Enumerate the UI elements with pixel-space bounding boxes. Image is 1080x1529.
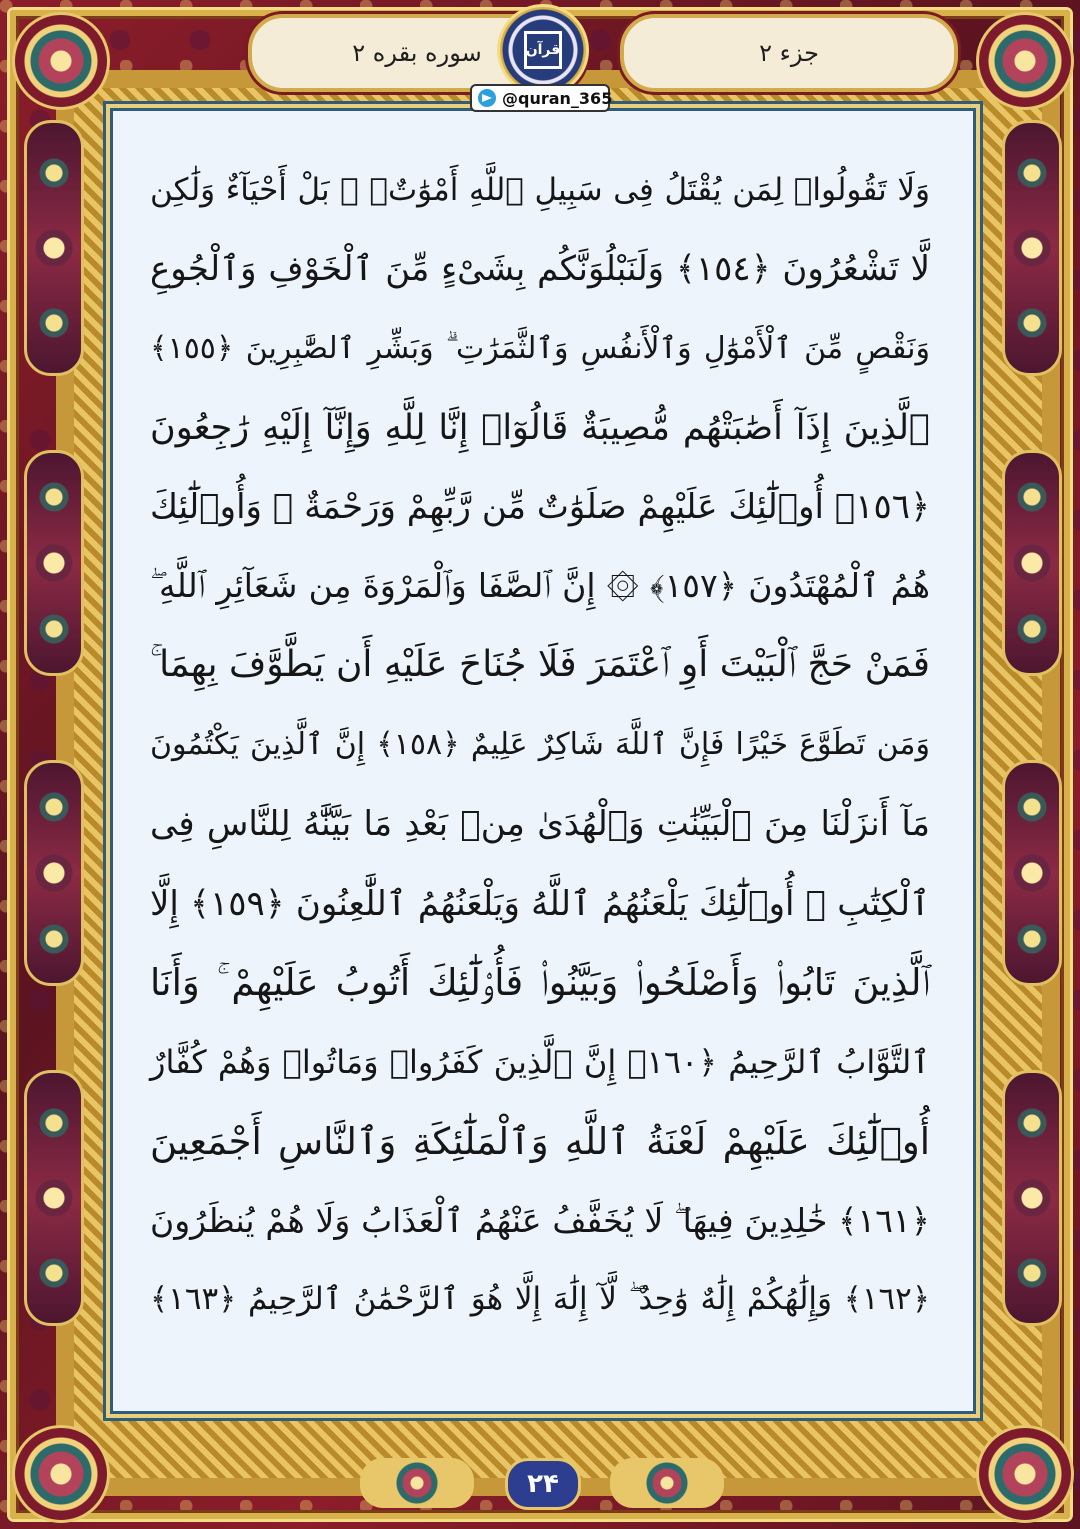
verse-lines: [150, 150, 930, 1339]
corner-medallion: [12, 1425, 110, 1523]
side-ornament: [24, 760, 84, 986]
side-ornament: [24, 1070, 84, 1326]
side-ornament: [1002, 1070, 1062, 1326]
juz-label: جزء ۲: [759, 39, 819, 67]
side-ornament: [24, 120, 84, 376]
bottom-ornament: [360, 1458, 474, 1508]
quran-emblem-icon: [497, 4, 589, 96]
side-ornament: [1002, 450, 1062, 676]
verse-line: مَآ أَنزَلْنَا مِنَ ٱلْبَيِّنَٰتِ وَٱلْهُدَىٰ مِنۢ بَعْدِ مَا بَيَّنَّٰهُ لِلنَّاسِ فِى: [150, 804, 930, 845]
emblem-calligraphy: قرآن: [524, 31, 562, 69]
verse-line: فَمَنْ حَجَّ ٱلْبَيْتَ أَوِ ٱعْتَمَرَ فَلَا جُنَاحَ عَلَيْهِ أَن يَطَّوَّفَ بِهِمَا ۚ: [150, 644, 930, 686]
corner-medallion: [12, 12, 110, 110]
bottom-ornament: [610, 1458, 724, 1508]
juz-cartouche: [620, 14, 958, 92]
verse-line: هُمُ ٱلْمُهْتَدُونَ ﴿١٥٧﴾ ۞ إِنَّ ٱلصَّفَا وَٱلْمَرْوَةَ مِن شَعَآئِرِ ٱللَّهِ ۖ: [150, 566, 931, 606]
telegram-icon: [478, 89, 496, 107]
channel-badge[interactable]: [470, 84, 613, 112]
corner-medallion: [976, 12, 1074, 110]
verse-line: ٱلتَّوَّابُ ٱلرَّحِيمُ ﴿١٦٠﴾ إِنَّ ٱلَّذِينَ كَفَرُوا۟ وَمَاتُوا۟ وَهُمْ كُفَّارٌ: [150, 1042, 931, 1081]
verse-line: ٱلَّذِينَ تَابُوا۟ وَأَصْلَحُوا۟ وَبَيَّنُوا۟ فَأُو۟لَٰٓئِكَ أَتُوبُ عَلَيْهِمْ ۚ وَأَنَا: [150, 960, 930, 1004]
verse-line: ﴿١٦١﴾ خَٰلِدِينَ فِيهَا ۖ لَا يُخَفَّفُ عَنْهُمُ ٱلْعَذَابُ وَلَا هُمْ يُنظَرُونَ: [150, 1200, 930, 1240]
verse-line: وَمَن تَطَوَّعَ خَيْرًا فَإِنَّ ٱللَّهَ شَاكِرٌ عَلِيمٌ ﴿١٥٨﴾ إِنَّ ٱلَّذِينَ يَكْتُمُونَ: [150, 727, 930, 763]
side-ornament: [24, 450, 84, 676]
channel-handle: @quran_365: [502, 88, 613, 108]
verse-line: ٱلَّذِينَ إِذَآ أَصَٰبَتْهُم مُّصِيبَةٌ قَالُوٓا۟ إِنَّا لِلَّهِ وَإِنَّآ إِلَيْهِ رَٰجِعُونَ: [150, 407, 930, 448]
verse-line: ﴿١٥٦﴾ أُو۟لَٰٓئِكَ عَلَيْهِمْ صَلَوَٰتٌ مِّن رَّبِّهِمْ وَرَحْمَةٌ ۖ وَأُو۟لَٰٓئِكَ: [150, 487, 930, 528]
corner-medallion: [976, 1425, 1074, 1523]
verse-line: ﴿١٦٢﴾ وَإِلَٰهُكُمْ إِلَٰهٌ وَٰحِدٌ ۖ لَّآ إِلَٰهَ إِلَّا هُوَ ٱلرَّحْمَٰنُ ٱلرَّحِيمُ ﴿١٦٣﴾: [150, 1281, 930, 1318]
verse-line: ٱلْكِتَٰبِ ۙ أُو۟لَٰٓئِكَ يَلْعَنُهُمُ ٱللَّهُ وَيَلْعَنُهُمُ ٱللَّٰعِنُونَ ﴿١٥٩﴾ إِلَّا: [150, 883, 930, 924]
verse-line: وَلَا تَقُولُوا۟ لِمَن يُقْتَلُ فِى سَبِيلِ ٱللَّهِ أَمْوَٰتٌۢ ۚ بَلْ أَحْيَآءٌ وَلَٰكِن: [150, 171, 930, 208]
verse-line: أُو۟لَٰٓئِكَ عَلَيْهِمْ لَعْنَةُ ٱللَّهِ وَٱلْمَلَٰٓئِكَةِ وَٱلنَّاسِ أَجْمَعِينَ: [150, 1119, 930, 1163]
verse-line: لَّا تَشْعُرُونَ ﴿١٥٤﴾ وَلَنَبْلُوَنَّكُم بِشَىْءٍ مِّنَ ٱلْخَوْفِ وَٱلْجُوعِ: [150, 249, 930, 290]
surah-label: سوره بقره ۲: [352, 39, 482, 67]
verse-line: وَنَقْصٍ مِّنَ ٱلْأَمْوَٰلِ وَٱلْأَنفُسِ وَٱلثَّمَرَٰتِ ۗ وَبَشِّرِ ٱلصَّٰبِرِينَ ﴿١٥٥﴾: [150, 330, 930, 366]
side-ornament: [1002, 760, 1062, 986]
page-number: ۲۴: [505, 1458, 581, 1510]
side-ornament: [1002, 120, 1062, 376]
